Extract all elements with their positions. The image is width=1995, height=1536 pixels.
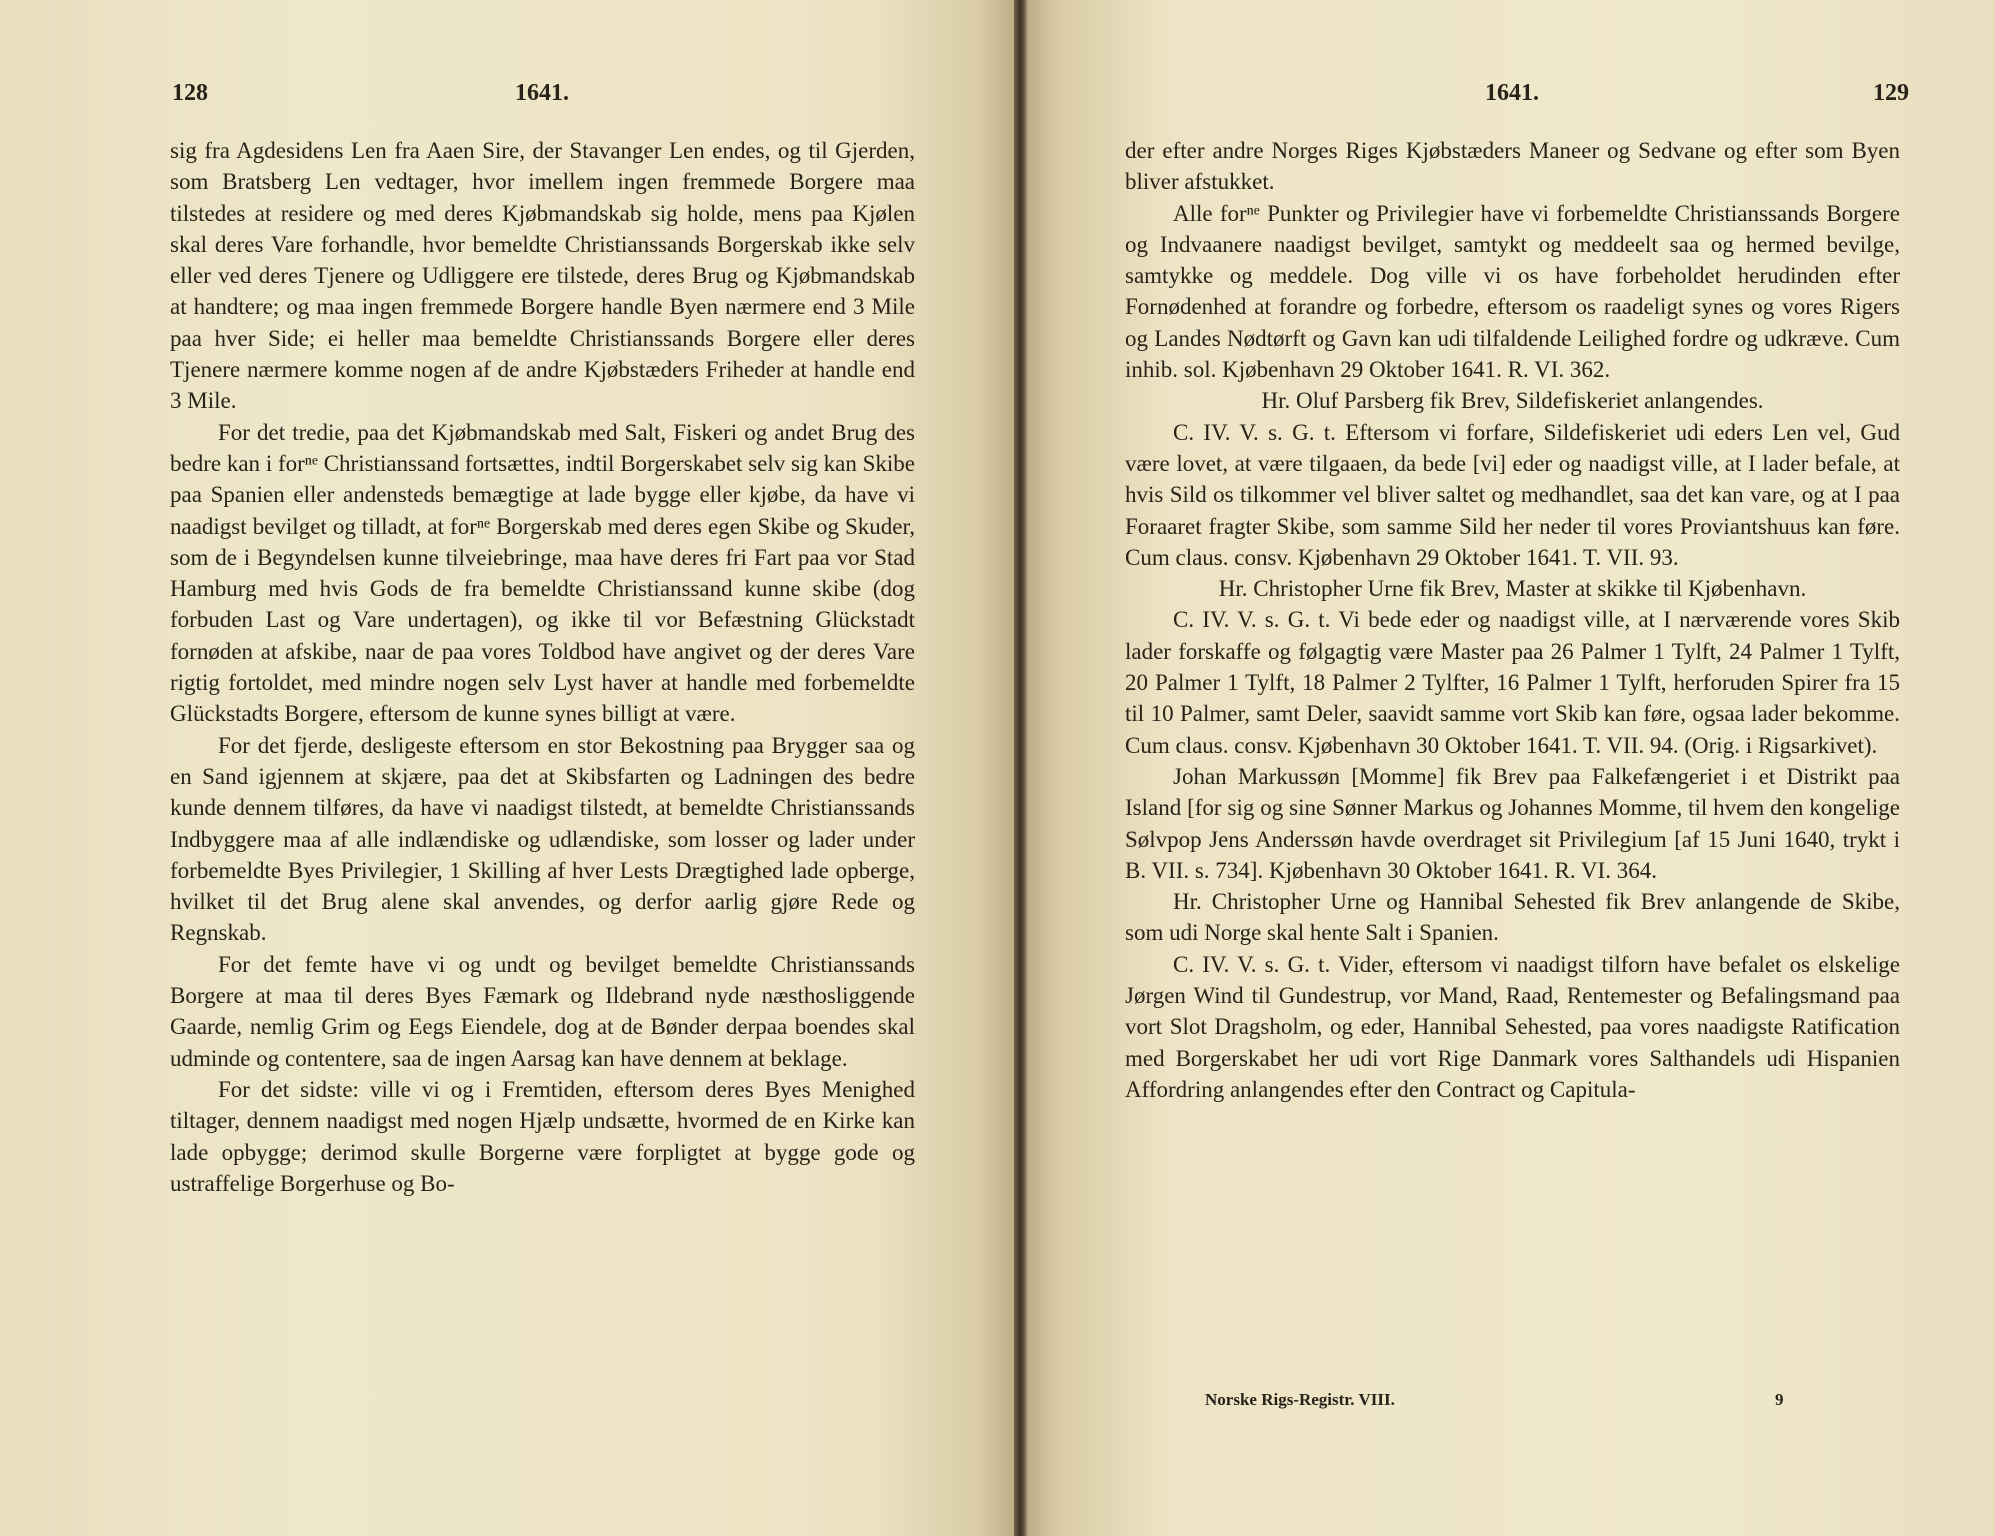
paragraph: For det sidste: ville vi og i Fremtiden, eftersom deres Byes Menighed tiltager, dennem naadigst med nogen Hjælp undsætte, hvormed de en Kirke kan lade opbygge; derimod skulle Borgerne være forpligtet at bygge gode og ustraffelige Borgerhuse og Bo- <box>170 1076 915 1196</box>
paragraph: For det tredie, paa det Kjøbmandskab med Salt, Fiskeri og andet Brug des bedre kan i forⁿᵉ Christianssand fortsættes, indtil Borgerskabet selv sig kan Skibe paa Spanien eller andensteds bemægtige at lade bygge eller kjøbe, da have vi naadigst bevilget og tilladt, at forⁿᵉ Borgerskab med deres egen Skibe og Skuder, som de i Begyndelsen kunne tilveiebringe, maa have deres fri Fart paa vor Stad Hamburg med hvis Gods de fra bemeldte Christianssand kunne skibe (dog forbuden Last og Vare undertagen), og ikke til vor Befæstning Glückstadt fornøden at afskibe, naar de paa vores Toldbod have angivet og der deres Vare rigtig fortoldet, med mindre nogen selv Lyst haver at handle med forbemeldte Glückstadts Borgere, eftersom de kunne synes billigt at være. <box>170 419 915 727</box>
paragraph: C. IV. V. s. G. t. Eftersom vi forfare, Sildefiskeriet udi eders Len vel, Gud være lovet, at være tilgaaen, da bede [vi] eder og naadigst ville, at I lader befale, at hvis Sild os tilkommer vel bliver saltet og medhandlet, saa det kan vare, og at I paa Foraaret fragter Skibe, som samme Sild her neder til vores Proviantshuus kan føre. Cum claus. consv. Kjøbenhavn 29 Oktober 1641. T. VII. 93. <box>1125 419 1900 570</box>
running-head-year: 1641. <box>515 80 569 106</box>
page-number: 128 <box>172 80 208 106</box>
paragraph: der efter andre Norges Riges Kjøbstæders Maneer og Sedvane og efter som Byen bliver afstukket. <box>1125 138 1900 195</box>
running-head-right <box>1020 80 1995 120</box>
running-head-left <box>0 80 1020 120</box>
paragraph: C. IV. V. s. G. t. Vider, eftersom vi naadigst tilforn have befalet os elskelige Jørgen Wind til Gundestrup, vor Mand, Raad, Rentemester og Befalingsmand paa vort Slot Dragsholm, og eder, Hannibal Sehested, paa vores naadigste Ratification med Borgerskabet her udi vort Rige Danmark vores Salthandels udi Hispanien Affordring anlangendes efter den Contract og Capitula- <box>1125 951 1900 1102</box>
entry-heading: Hr. Christopher Urne fik Brev, Master at skikke til Kjøbenhavn. <box>1218 576 1807 602</box>
running-head-year: 1641. <box>1485 80 1539 106</box>
entry-heading: Hr. Christopher Urne og Hannibal Sehested fik Brev anlangende de Skibe, som udi Norge skal hente Salt i Spanien. <box>1125 889 1900 946</box>
entry-heading: Hr. Oluf Parsberg fik Brev, Sildefiskeriet anlangendes. <box>1261 388 1764 414</box>
paragraph: For det femte have vi og undt og bevilget bemeldte Christianssands Borgere at maa til deres Byes Fæmark og Ildebrand nyde næsthosliggende Gaarde, nemlig Grim og Eegs Eiendele, dog at de Bønder derpaa boendes skal udminde og contentere, saa de ingen Aarsag kan have dennem at beklage. <box>170 951 915 1071</box>
right-page <box>1020 0 1995 1536</box>
left-page-body <box>170 135 915 1199</box>
footer-signature: Norske Rigs-Registr. VIII. <box>1205 1390 1395 1409</box>
paragraph: sig fra Agdesidens Len fra Aaen Sire, der Stavanger Len endes, og til Gjerden, som Bratsberg Len vedtager, hvor imellem ingen fremmede Borgere maa tilstedes at residere og med deres Kjøbmandskab sig holde, mens paa Kjølen skal deres Vare forhandle, hvor bemeldte Christianssands Borgerskab ikke selv eller ved deres Tjenere og Udliggere ere tilstede, deres Brug og Kjøbmandskab at handtere; og maa ingen fremmede Borgere handle Byen nærmere end 3 Mile paa hver Side; ei heller maa bemeldte Christianssands Borgere eller deres Tjenere nærmere komme nogen af de andre Kjøbstæders Friheder at handle end 3 Mile. <box>170 138 915 414</box>
page-number: 129 <box>1873 80 1909 106</box>
paragraph: Johan Markussøn [Momme] fik Brev paa Falkefængeriet i et Distrikt paa Island [for sig og sine Sønner Markus og Johannes Momme, til hvem den kongelige Sølvpop Jens Anderssøn havde overdraget sit Privilegium [af 15 Juni 1640, trykt i B. VII. s. 734]. Kjøbenhavn 30 Oktober 1641. R. VI. 364. <box>1125 763 1900 883</box>
right-page-body <box>1125 135 1900 1105</box>
book-gutter <box>1014 0 1028 1536</box>
paragraph: C. IV. V. s. G. t. Vi bede eder og naadigst ville, at I nærværende vores Skib lader forskaffe og følgagtig være Master paa 26 Palmer 1 Tylft, 24 Palmer 1 Tylft, 20 Palmer 1 Tylft, 18 Palmer 2 Tylfter, 16 Palmer 1 Tylft, herforuden Spirer fra 15 til 10 Palmer, samt Deler, saavidt samme vort Skib kan føre, ogsaa lader bekomme. Cum claus. consv. Kjøbenhavn 30 Oktober 1641. T. VII. 94. (Orig. i Rigsarkivet). <box>1125 607 1900 758</box>
paragraph: Alle forⁿᵉ Punkter og Privilegier have vi forbemeldte Christianssands Borgere og Indvaanere naadigst bevilget, samtykt og meddeelt saa og hermed bevilge, samtykke og meddele. Dog ville vi os have forbeholdet herudinden efter Fornødenhed at forandre og forbedre, eftersom os raadeligt synes og vores Rigers og Landes Nødtørft og Gavn kan udi tilfaldende Leilighed fordre og udkræve. Cum inhib. sol. Kjøbenhavn 29 Oktober 1641. R. VI. 362. <box>1125 200 1900 383</box>
footer-sheet-number: 9 <box>1775 1390 1784 1409</box>
paragraph: For det fjerde, desligeste eftersom en stor Bekostning paa Brygger saa og en Sand igjennem at skjære, paa det at Skibsfarten og Ladningen des bedre kunde dennem tilføres, da have vi naadigst tilstedt, at bemeldte Christianssands Indbyggere maa af alle indlændiske og udlændiske, som losser og lader under forbemeldte Byes Privilegier, 1 Skilling af hver Lests Drægtighed lade opberge, hvilket til det Brug alene skal anvendes, og derfor aarlig gjøre Rede og Regnskab. <box>170 732 915 946</box>
